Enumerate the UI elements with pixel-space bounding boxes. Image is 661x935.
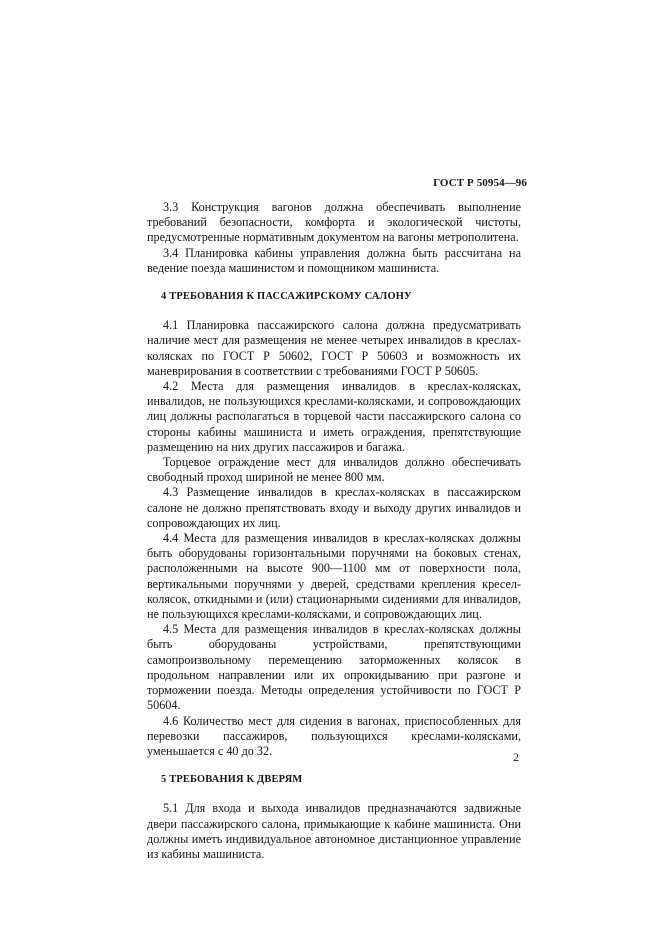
document-body — [147, 200, 521, 862]
clause-4-3: 4.3 Размещение инвалидов в креслах-колясках в пассажирском салоне не должно препятствовать входу и выходу других инвалидов и сопровождающих их лиц. — [147, 485, 521, 530]
clause-4-2: 4.2 Места для размещения инвалидов в креслах-колясках, инвалидов, не пользующихся креслами-колясками, и сопровождающих лиц должны располагаться в торцевой части пассажирского салона со стороны кабины машиниста и иметь ограждения, препятствующие размещению на них других пассажиров и багажа. — [147, 379, 521, 454]
clause-4-4: 4.4 Места для размещения инвалидов в креслах-колясках должны быть оборудованы горизонтальными поручнями на боковых стенах, расположенными на высоте 900—1100 мм от поверхности пола, вертикальными поручнями у дверей, средствами крепления кресел-колясок, откидными и (или) стационарными сидениями для инвалидов, не пользующихся креслами-колясками, и сопровождающих лиц. — [147, 531, 521, 622]
section-4-heading: 4 ТРЕБОВАНИЯ К ПАССАЖИРСКОМУ САЛОНУ — [161, 291, 412, 303]
clause-4-2-continued: Торцевое ограждение мест для инвалидов должно обеспечивать свободный проход шириной не менее 800 мм. — [147, 455, 521, 485]
clause-4-6: 4.6 Количество мест для сидения в вагонах, приспособленных для перевозки пассажиров, пользующихся креслами-колясками, уменьшается с 40 до 32. — [147, 713, 521, 758]
document-code: ГОСТ Р 50954—96 — [433, 177, 527, 189]
clause-5-1: 5.1 Для входа и выхода инвалидов предназначаются задвижные двери пассажирского салона, примыкающие к кабине машиниста. Они должны иметь индивидуальное автономное дистанционное управление из кабины машиниста. — [147, 801, 521, 861]
section-5-heading: 5 ТРЕБОВАНИЯ К ДВЕРЯМ — [161, 774, 303, 786]
clause-3-4: 3.4 Планировка кабины управления должна быть рассчитана на ведение поезда машинистом и помощником машиниста. — [147, 245, 521, 275]
clause-4-5: 4.5 Места для размещения инвалидов в креслах-колясках должны быть оборудованы устройствами, препятствующими самопроизвольному перемещению заторможенных колясок в продольном направлении или их опрокидыванию при разгоне и торможении поезда. Методы определения устойчивости по ГОСТ Р 50604. — [147, 622, 521, 713]
clause-4-1: 4.1 Планировка пассажирского салона должна предусматривать наличие мест для размещения не менее четырех инвалидов в креслах-колясках по ГОСТ Р 50602, ГОСТ Р 50603 и возможность их маневрирования в соответствии с требованиями ГОСТ Р 50605. — [147, 318, 521, 378]
clause-3-3: 3.3 Конструкция вагонов должна обеспечивать выполнение требований безопасности, комфорта и экологической чистоты, предусмотренные нормативным документом на вагоны метрополитена. — [147, 200, 521, 245]
page-number: 2 — [513, 750, 519, 764]
